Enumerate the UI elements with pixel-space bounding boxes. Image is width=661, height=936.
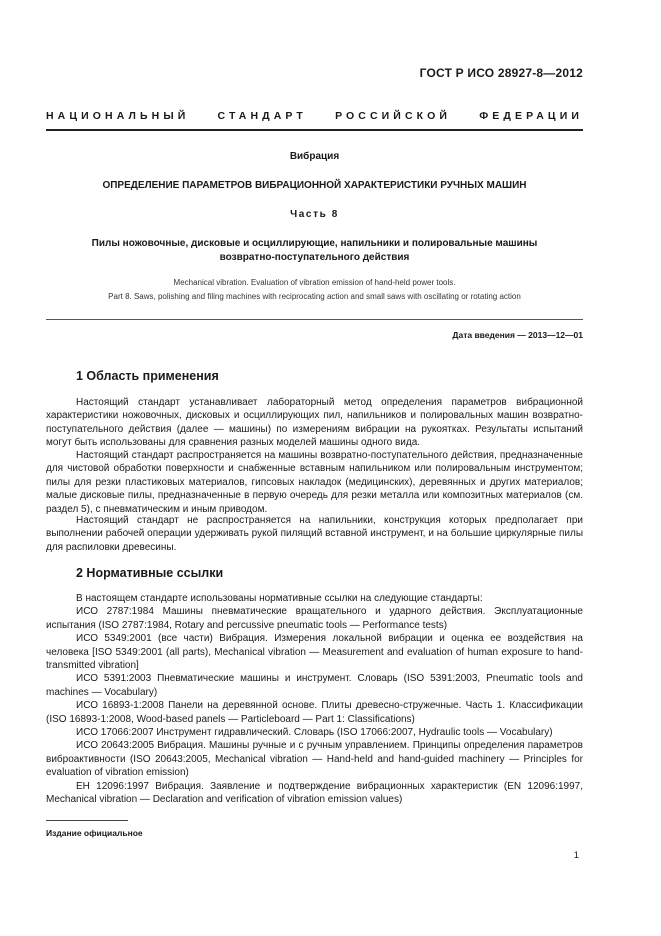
title-part: Часть 8 <box>290 209 339 220</box>
reference-item: ИСО 5349:2001 (все части) Вибрация. Измерения локальной вибрации и оценка ее воздействия на человека [ISO 5349:2001 (all parts), Mechanical vibration — Measurement and evaluation of human exposure to hand-transmitted vibration] <box>46 633 583 672</box>
national-standard-banner: НАЦИОНАЛЬНЫЙ СТАНДАРТ РОССИЙСКОЙ ФЕДЕРАЦИИ <box>46 110 583 122</box>
normative-references-list <box>46 592 583 807</box>
section-1-paragraph-1: Настоящий стандарт устанавливает лабораторный метод определения параметров вибрационной характеристики ножовочных, дисковых и осциллирующих пил, напильников и полировальных машин возвратно-поступательного действия (далее — машины) по измерениям вибрации на рукоятках. Результаты испытаний могут быть использованы для сравнения разных моделей машины одного вида. <box>46 397 583 449</box>
title-subtitle-line2: возвратно-поступательного действия <box>219 252 410 263</box>
section-1-paragraph-2: Настоящий стандарт распространяется на машины возвратно-поступательного действия, предназначенные для чистовой обработки поверхности и снабженные вставным напильником или полировальным инструментом; пилы для резки пластиковых материалов, гипсовых накладок (медицинских), деревянных и других материалов; малые дисковые пилы, предназначенные в первую очередь для резки металла или композитных материалов (см. раздел 5), с пневматическим и иным приводом. <box>46 450 583 515</box>
reference-item: ИСО 16893-1:2008 Панели на деревянной основе. Плиты древесно-стружечные. Часть 1. Классификации (ISO 16893-1:2008, Wood-based panels — Particleboard — Part 1: Classifications) <box>46 700 583 725</box>
page-number: 1 <box>573 850 579 861</box>
title-main: ОПРЕДЕЛЕНИЕ ПАРАМЕТРОВ ВИБРАЦИОННОЙ ХАРАКТЕРИСТИКИ РУЧНЫХ МАШИН <box>102 180 527 191</box>
reference-item: ИСО 2787:1984 Машины пневматические вращательного и ударного действия. Эксплуатационные испытания (ISO 2787:1984, Rotary and percussive pneumatic tools — Performance tests) <box>46 606 583 631</box>
english-title-line1: Mechanical vibration. Evaluation of vibration emission of hand-held power tools. <box>173 278 456 287</box>
reference-item: ИСО 5391:2003 Пневматические машины и инструмент. Словарь (ISO 5391:2003, Pneumatic tools and machines — Vocabulary) <box>46 673 583 698</box>
reference-item: ИСО 20643:2005 Вибрация. Машины ручные и с ручным управлением. Принципы определения параметров виброактивности (ISO 20643:2005, Mechanical vibration — Hand-held and hand-guided machinery — Principles for evaluation of vibration emission) <box>46 740 583 779</box>
document-code: ГОСТ Р ИСО 28927-8—2012 <box>419 66 583 80</box>
english-title-line2: Part 8. Saws, polishing and filing machines with reciprocating action and small saws with oscillating or rotating action <box>108 292 521 301</box>
reference-item: ИСО 17066:2007 Инструмент гидравлический. Словарь (ISO 17066:2007, Hydraulic tools — Vocabulary) <box>76 727 553 739</box>
section-2-heading: 2 Нормативные ссылки <box>76 566 224 580</box>
title-topic: Вибрация <box>289 151 340 162</box>
section-1-paragraph-3: Настоящий стандарт не распространяется на напильники, конструкция которых предполагает при выполнении рабочей операции удерживать рукой пилящий вставной инструмент, и на большие циркулярные пилы для распиловки древесины. <box>46 515 583 553</box>
title-rule <box>46 319 583 320</box>
header-rule <box>46 129 583 131</box>
introduction-date: Дата введения — 2013—12—01 <box>452 330 583 340</box>
section-1-heading: 1 Область применения <box>76 369 219 383</box>
footer-rule <box>46 820 128 821</box>
title-subtitle-line1: Пилы ножовочные, дисковые и осциллирующие, напильники и полировальные машины <box>91 238 538 249</box>
edition-note: Издание официальное <box>46 828 143 838</box>
reference-intro: В настоящем стандарте использованы нормативные ссылки на следующие стандарты: <box>76 593 483 604</box>
reference-item: ЕН 12096:1997 Вибрация. Заявление и подтверждение вибрационных характеристик (EN 12096:1997, Mechanical vibration — Declaration and verification of vibration emission values) <box>46 780 583 806</box>
